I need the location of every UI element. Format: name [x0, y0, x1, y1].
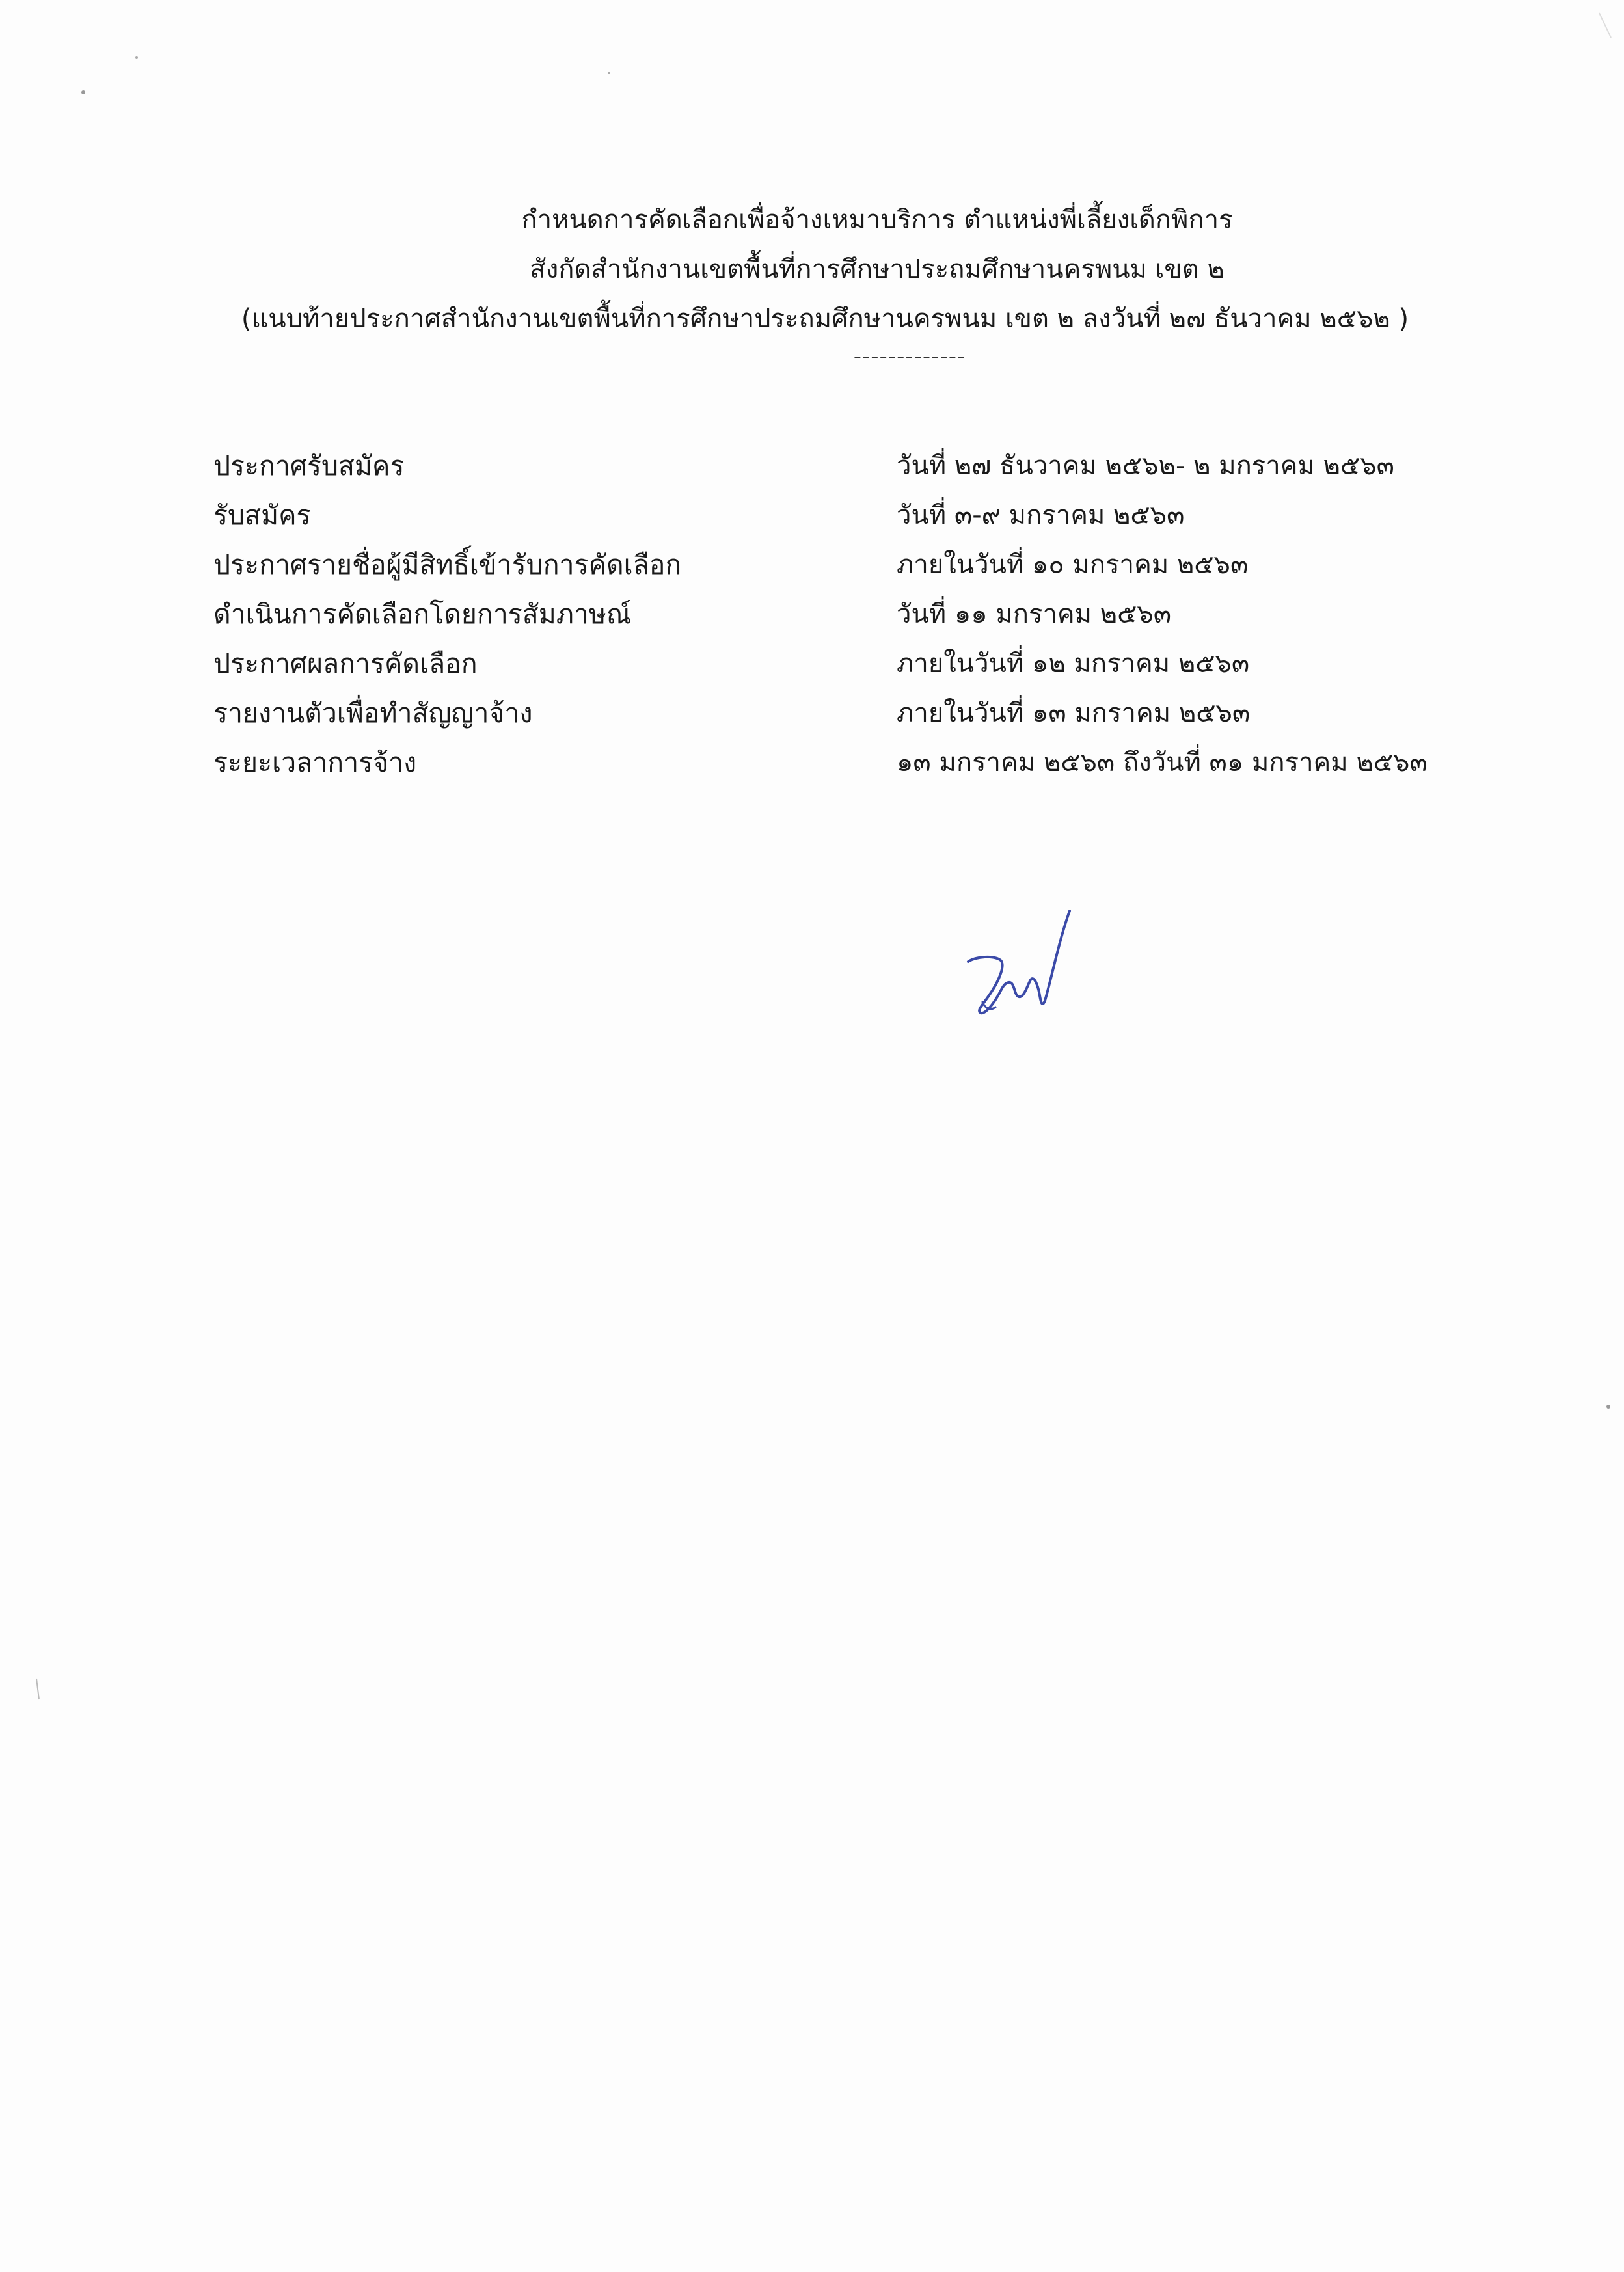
schedule-date: ภายในวันที่ ๑๒ มกราคม ๒๕๖๓	[897, 649, 1250, 679]
scan-speck	[1606, 1405, 1610, 1409]
heading-attachment-note: (แนบท้ายประกาศสำนักงานเขตพื้นที่การศึกษาประถมศึกษานครพนม เขต ๒ ลงวันที่ ๒๗ ธันวาคม ๒๕๖๒ )	[241, 304, 1409, 334]
schedule-label: ประกาศรับสมัคร	[213, 450, 405, 481]
schedule-label: รับสมัคร	[213, 500, 311, 531]
schedule-label: ประกาศรายชื่อผู้มีสิทธิ์เข้ารับการคัดเลือก	[213, 549, 682, 580]
schedule-row	[213, 491, 1489, 540]
scan-speck	[608, 72, 610, 74]
schedule-row	[213, 738, 1489, 787]
schedule-date: วันที่ ๑๑ มกราคม ๒๕๖๓	[897, 599, 1172, 629]
schedule-label: ประกาศผลการคัดเลือก	[213, 648, 478, 679]
signature-stroke	[968, 911, 1070, 1013]
schedule-date: ๑๓ มกราคม ๒๕๖๓ ถึงวันที่ ๓๑ มกราคม ๒๕๖๓	[897, 748, 1428, 778]
schedule-label: ดำเนินการคัดเลือกโดยการสัมภาษณ์	[213, 599, 631, 630]
schedule-row	[213, 441, 1489, 491]
schedule-date: วันที่ ๒๗ ธันวาคม ๒๕๖๒- ๒ มกราคม ๒๕๖๓	[897, 451, 1394, 481]
schedule-row	[213, 589, 1489, 639]
schedule-date: ภายในวันที่ ๑๓ มกราคม ๒๕๖๓	[897, 698, 1251, 728]
schedule-label: รายงานตัวเพื่อทำสัญญาจ้าง	[213, 697, 533, 729]
schedule-list	[213, 441, 1489, 787]
schedule-row	[213, 639, 1489, 688]
scan-speck	[81, 90, 85, 94]
schedule-date: ภายในวันที่ ๑๐ มกราคม ๒๕๖๓	[897, 550, 1249, 580]
heading-title: กำหนดการคัดเลือกเพื่อจ้างเหมาบริการ ตำแหน่งพี่เลี้ยงเด็กพิการ	[521, 205, 1233, 235]
schedule-row	[213, 688, 1489, 738]
schedule-date: วันที่ ๓-๙ มกราคม ๒๕๖๓	[897, 500, 1185, 530]
scan-mark	[36, 1679, 39, 1699]
heading-subtitle: สังกัดสำนักงานเขตพื้นที่การศึกษาประถมศึกษานครพนม เขต ๒	[530, 254, 1225, 284]
scan-speck	[135, 56, 138, 59]
schedule-row	[213, 540, 1489, 589]
scan-mark	[1599, 13, 1611, 38]
handwritten-signature-icon	[963, 898, 1080, 1028]
document-heading	[0, 195, 1624, 370]
heading-divider: -------------	[853, 344, 966, 370]
schedule-label: ระยะเวลาการจ้าง	[213, 747, 417, 778]
